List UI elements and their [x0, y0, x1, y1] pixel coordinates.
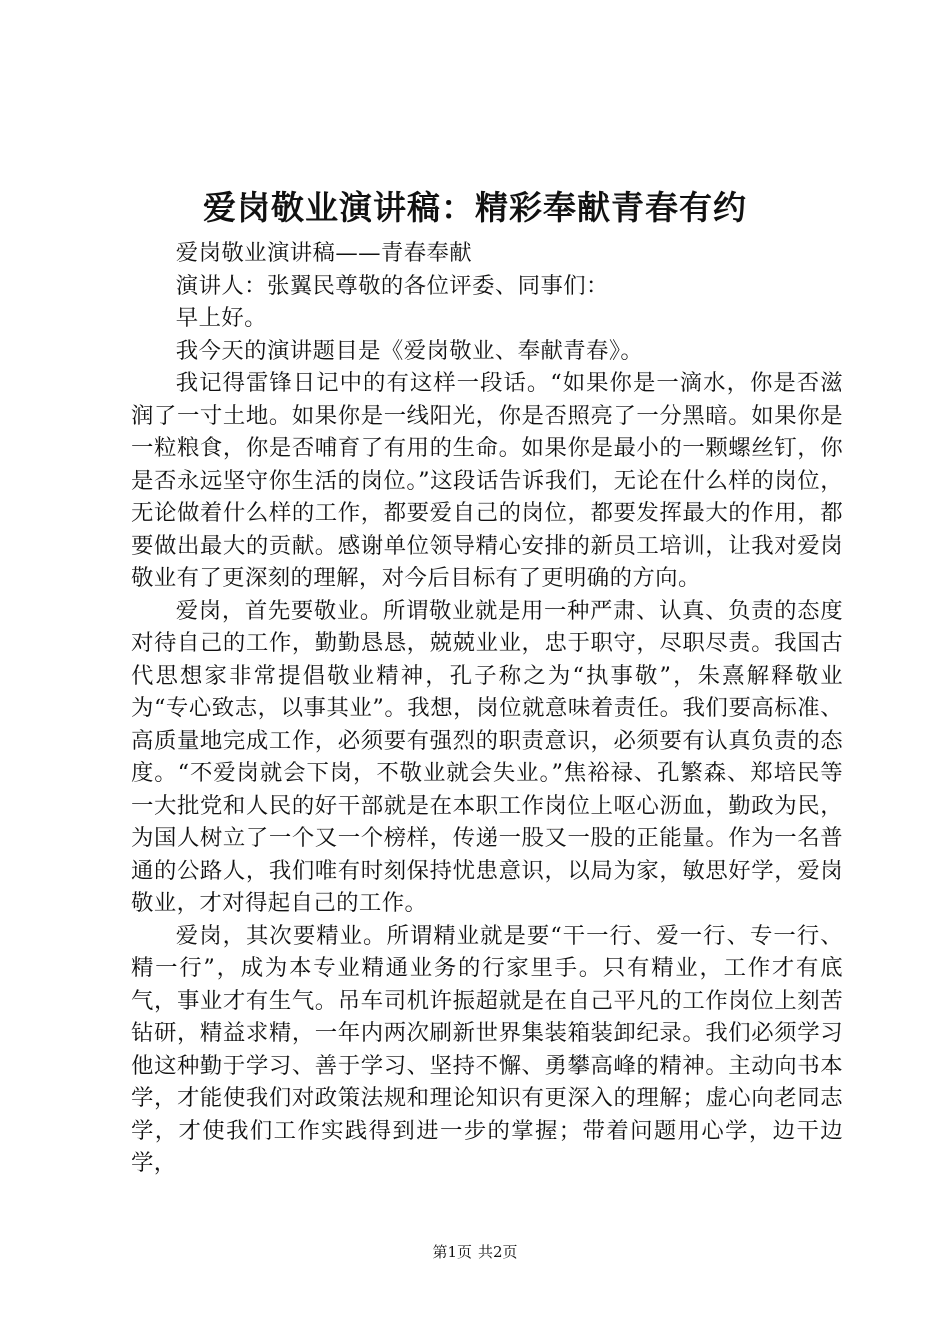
page-count: 共2页: [478, 1243, 518, 1261]
paragraph-speaker: 演讲人：张翼民尊敬的各位评委、同事们：: [175, 272, 609, 299]
paragraph-greeting: 早上好。: [175, 305, 267, 331]
paragraph-body: 我记得雷锋日记中的有这样一段话。“如果你是一滴水，你是否滋润了一寸土地。如果你是一线阳光，你是否照亮了一分黑暗。如果你是一粒粮食，你是否哺育了有用的生命。如果你是最小的一颗螺丝钉，你是否永远坚守你生活的岗位。”这段话告诉我们，无论在什么样的岗位，无论做着什么样的工作，都要爱自己的岗位，都要发挥最大的作用，都要做出最大的贡献。感谢单位领导精心安排的新员工培训，让我对爱岗敬业有了更深刻的理解，对今后目标有了更明确的方向。: [131, 370, 843, 591]
paragraph-subtitle: 爱岗敬业演讲稿——青春奉献: [175, 240, 473, 266]
page-number: 第1页: [432, 1243, 472, 1261]
page-footer: [0, 1242, 950, 1262]
paragraph-body: 爱岗，首先要敬业。所谓敬业就是用一种严肃、认真、负责的态度对待自己的工作，勤勤恳恳，兢兢业业，忠于职守，尽职尽责。我国古代思想家非常提倡敬业精神，孔子称之为“执事敬”，朱熹解释敬业为“专心致志，以事其业”。我想，岗位就意味着责任。我们要高标准、高质量地完成工作，必须要有强烈的职责意识，必须要有认真负责的态度。“不爱岗就会下岗，不敬业就会失业。”焦裕禄、孔繁森、郑培民等一大批党和人民的好干部就是在本职工作岗位上呕心沥血，勤政为民，为国人树立了一个又一个榜样，传递一股又一股的正能量。作为一名普通的公路人，我们唯有时刻保持忧患意识，以局为家，敏思好学，爱岗敬业，才对得起自己的工作。: [131, 597, 843, 916]
document-body: [131, 237, 843, 1180]
paragraph-topic: 我今天的演讲题目是《爱岗敬业、奉献青春》。: [175, 337, 644, 364]
document-title: 爱岗敬业演讲稿：精彩奉献青春有约: [203, 188, 747, 227]
paragraph-body: 爱岗，其次要精业。所谓精业就是要“干一行、爱一行、专一行、精一行”，成为本专业精通业务的行家里手。只有精业，工作才有底气，事业才有生气。吊车司机许振超就是在自己平凡的工作岗位上刻苦钻研，精益求精，一年内两次刷新世界集装箱装卸纪录。我们必须学习他这种勤于学习、善于学习、坚持不懈、勇攀高峰的精神。主动向书本学，才能使我们对政策法规和理论知识有更深入的理解；虚心向老同志学，才使我们工作实践得到进一步的掌握；带着问题用心学，边干边学，: [131, 922, 843, 1176]
